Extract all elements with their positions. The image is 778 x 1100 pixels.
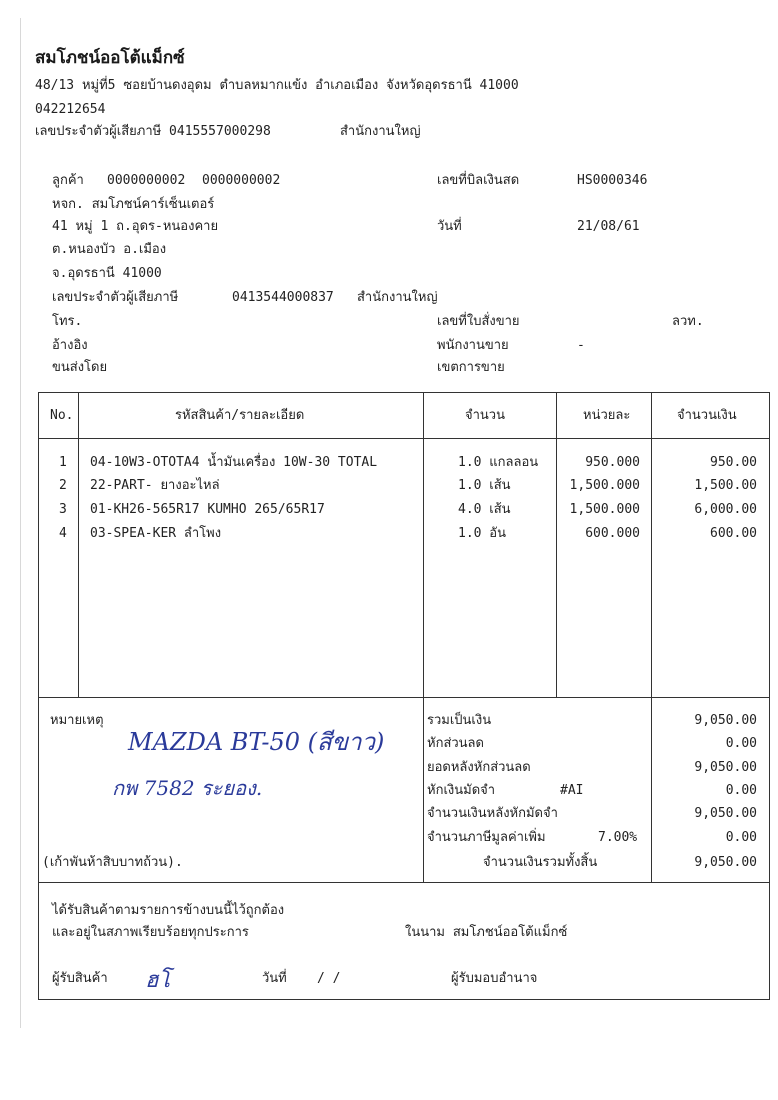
totals-bottom-divider xyxy=(38,882,769,883)
row-no: 2 xyxy=(59,478,67,493)
row-amount: 1,500.00 xyxy=(694,478,757,493)
handwritten-vehicle-model: MAZDA BT-50 (สีขาว) xyxy=(128,728,385,756)
on-behalf-of: ในนาม สมโภชน์ออโต้แม็กซ์ xyxy=(405,925,568,940)
vat-value: 0.00 xyxy=(725,830,757,845)
customer-tax-label: เลขประจำตัวผู้เสียภาษี xyxy=(52,290,179,305)
after-discount-label: ยอดหลังหักส่วนลด xyxy=(427,760,531,775)
handwritten-license-plate: กพ 7582 ระยอง. xyxy=(112,776,263,800)
row-description: 01-KH26-565R17 KUMHO 265/65R17 xyxy=(90,502,325,517)
row-quantity: 1.0 อัน xyxy=(458,526,507,541)
date-label: วันที่ xyxy=(437,219,462,234)
shipping-label: ขนส่งโดย xyxy=(52,360,108,375)
row-quantity: 1.0 เส้น xyxy=(458,478,511,493)
customer-address-1: 41 หมู่ 1 ถ.อุดร-หนองคาย xyxy=(52,219,219,234)
header-description: รหัสสินค้า/รายละเอียด xyxy=(175,408,305,423)
remarks-label: หมายเหตุ xyxy=(50,713,104,728)
sales-order-label: เลขที่ใบสั่งขาย xyxy=(437,314,520,329)
customer-name: หจก. สมโภชน์คาร์เซ็นเตอร์ xyxy=(52,197,215,212)
receive-date-value: / / xyxy=(317,971,341,986)
row-quantity: 4.0 เส้น xyxy=(458,502,511,517)
row-description: 22-PART- ยางอะไหล่ xyxy=(90,478,220,493)
subtotal-value: 9,050.00 xyxy=(694,713,757,728)
customer-tax-id: 0413544000837 xyxy=(232,290,334,305)
header-unit-price: หน่วยละ xyxy=(583,408,631,423)
row-amount: 950.00 xyxy=(710,455,757,470)
phone-label: โทร. xyxy=(52,314,83,329)
column-divider xyxy=(651,392,652,883)
sales-order-suffix: ลวท. xyxy=(672,314,704,329)
row-unit-price: 1,500.000 xyxy=(569,478,640,493)
table-header-divider xyxy=(38,438,769,439)
company-phone: 042212654 xyxy=(35,102,106,117)
bill-date: 21/08/61 xyxy=(577,219,640,234)
column-divider xyxy=(78,392,79,698)
discount-label: หักส่วนลด xyxy=(427,736,484,751)
amount-in-words: (เก้าพันห้าสิบบาทถ้วน). xyxy=(42,855,183,870)
subtotal-label: รวมเป็นเงิน xyxy=(427,713,492,728)
deposit-code: #AI xyxy=(560,783,584,798)
company-address: 48/13 หมู่ที่5 ซอยบ้านดงอุดม ตำบลหมากแข้ง อำเภอเมือง จังหวัดอุดรธานี 41000 xyxy=(35,78,519,93)
after-discount-value: 9,050.00 xyxy=(694,760,757,775)
received-statement-1: ได้รับสินค้าตามรายการข้างบนนี้ไว้ถูกต้อง xyxy=(52,903,285,918)
row-quantity: 1.0 แกลลอน xyxy=(458,455,539,470)
vat-label: จำนวนภาษีมูลค่าเพิ่ม xyxy=(427,830,546,845)
after-deposit-value: 9,050.00 xyxy=(694,806,757,821)
row-description: 03-SPEA-KER ลำโพง xyxy=(90,526,222,541)
row-no: 1 xyxy=(59,455,67,470)
grand-total-value: 9,050.00 xyxy=(694,855,757,870)
salesperson-label: พนักงานขาย xyxy=(437,338,509,353)
customer-label: ลูกค้า xyxy=(52,173,84,188)
receiver-signature: ฮโ xyxy=(145,968,171,993)
deposit-label: หักเงินมัดจำ xyxy=(427,783,496,798)
customer-address-3: จ.อุดรธานี 41000 xyxy=(52,266,162,281)
sales-zone-label: เขตการขาย xyxy=(437,360,505,375)
column-divider xyxy=(556,392,557,698)
customer-code-2: 0000000002 xyxy=(202,173,281,188)
row-unit-price: 600.000 xyxy=(585,526,640,541)
company-name: สมโภชน์ออโต้แม็กซ์ xyxy=(35,48,185,68)
customer-address-2: ต.หนองบัว อ.เมือง xyxy=(52,242,167,257)
authorized-label: ผู้รับมอบอำนาจ xyxy=(451,971,538,986)
header-quantity: จำนวน xyxy=(465,408,505,423)
customer-branch: สำนักงานใหญ่ xyxy=(357,290,438,305)
salesperson-value: - xyxy=(577,338,585,353)
column-divider xyxy=(423,392,424,883)
row-amount: 6,000.00 xyxy=(694,502,757,517)
receiver-label: ผู้รับสินค้า xyxy=(52,971,108,986)
company-branch: สำนักงานใหญ่ xyxy=(340,124,421,139)
header-amount: จำนวนเงิน xyxy=(677,408,737,423)
grand-total-label: จำนวนเงินรวมทั้งสิ้น xyxy=(483,855,598,870)
bill-number: HS0000346 xyxy=(577,173,648,188)
receive-date-label: วันที่ xyxy=(262,971,287,986)
received-statement-2: และอยู่ในสภาพเรียบร้อยทุกประการ xyxy=(52,925,249,940)
row-unit-price: 950.000 xyxy=(585,455,640,470)
row-amount: 600.00 xyxy=(710,526,757,541)
company-tax-id: เลขประจำตัวผู้เสียภาษี 0415557000298 xyxy=(35,124,271,139)
scan-edge xyxy=(20,18,21,1028)
row-no: 4 xyxy=(59,526,67,541)
deposit-value: 0.00 xyxy=(725,783,757,798)
items-bottom-divider xyxy=(38,697,769,698)
bill-number-label: เลขที่บิลเงินสด xyxy=(437,173,520,188)
row-description: 04-10W3-OTOTA4 น้ำมันเครื่อง 10W-30 TOTAL xyxy=(90,455,378,470)
reference-label: อ้างอิง xyxy=(52,338,88,353)
discount-value: 0.00 xyxy=(725,736,757,751)
row-unit-price: 1,500.000 xyxy=(569,502,640,517)
header-no: No. xyxy=(50,408,74,423)
vat-rate: 7.00% xyxy=(598,830,638,845)
after-deposit-label: จำนวนเงินหลังหักมัดจำ xyxy=(427,806,558,821)
row-no: 3 xyxy=(59,502,67,517)
customer-code-1: 0000000002 xyxy=(107,173,186,188)
